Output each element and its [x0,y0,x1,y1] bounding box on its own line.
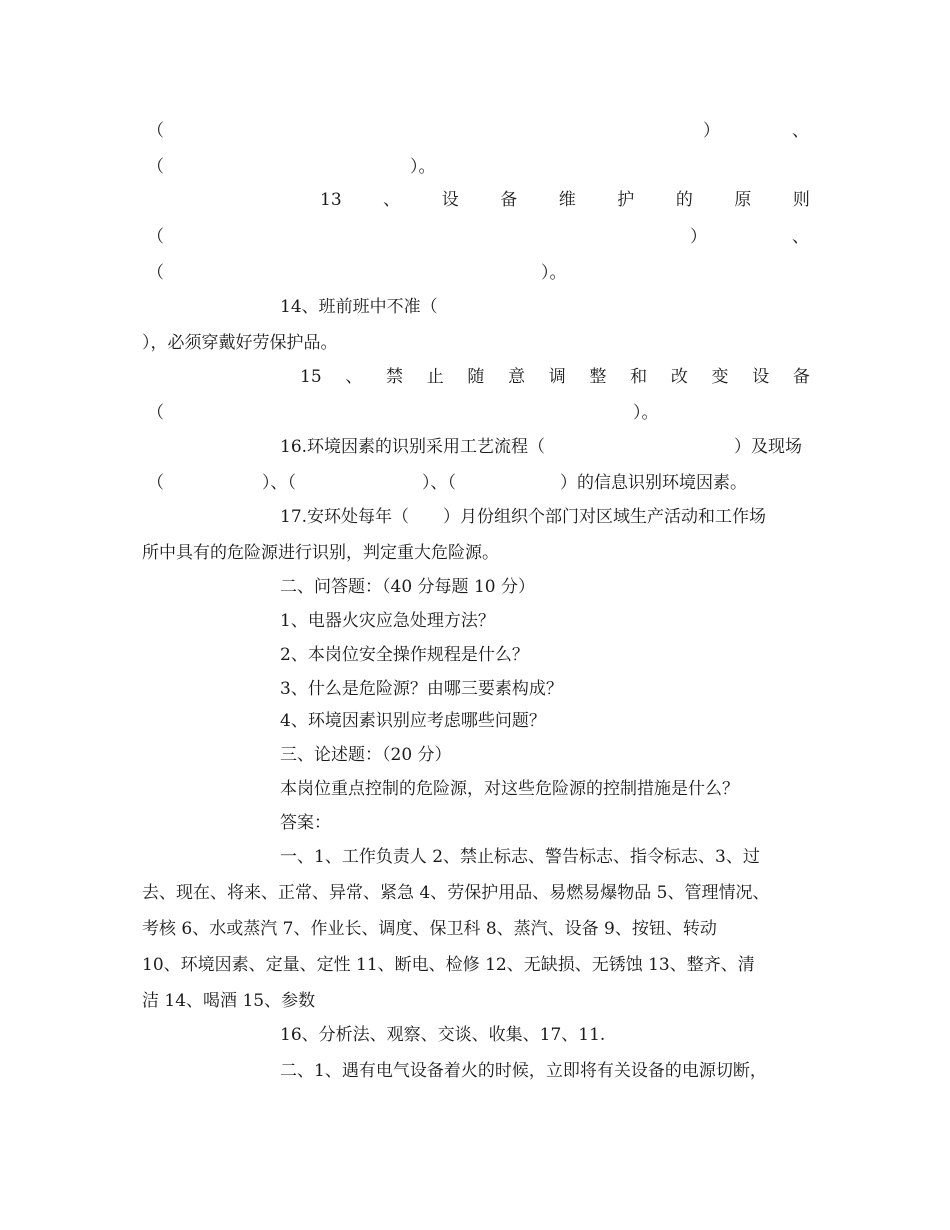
paren-open: （ [147,473,164,493]
punct: 、 [792,121,809,141]
section-3-heading: 三、论述题：（20 分） [280,745,452,765]
list-item: 2、本岗位安全操作规程是什么？ [280,645,529,665]
paren-open: （ [147,263,164,283]
list-item: 4、环境因素识别应考虑哪些问题？ [280,711,546,731]
question-17: 17.安环处每年（ ）月份组织个部门对区域生产活动和工作场 [280,507,767,527]
question-17-cont: 所中具有的危险源进行识别，判定重大危险源。 [142,543,499,563]
list-item: 1、电器火灾应急处理方法？ [280,611,495,631]
paren-open: （ [147,157,164,177]
paren-close: ）。 [541,263,567,283]
question-16-tail: ）及现场 [734,437,802,457]
paren-open: （ [147,227,164,247]
punct: 、 [792,227,809,247]
answer-line: 洁 14、喝酒 15、参数 [142,991,316,1011]
question-16: 16.环境因素的识别采用工艺流程（ [280,437,546,457]
answer-line: 10、环境因素、定量、定性 11、断电、检修 12、无缺损、无锈蚀 13、整齐、清 [142,955,755,975]
answer-line: 二、1、遇有电气设备着火的时候，立即将有关设备的电源切断， [280,1061,767,1081]
paren-open: （ [147,403,164,423]
paren-close: ） [690,227,707,247]
blank-sep: ）、（ [422,473,456,493]
question-13-title: 13 、 设 备 维 护 的 原 则 [320,190,810,210]
question-14: 14、班前班中不准（ [280,297,438,317]
paren-open: （ [147,121,164,141]
question-14-cont: ），必须穿戴好劳保护品。 [142,333,338,353]
answer-line: 去、现在、将来、正常、异常、紧急 4、劳保护用品、易燃易爆物品 5、管理情况、 [142,883,770,903]
answer-line: 一、1、工作负责人 2、禁止标志、警告标志、指令标志、3、过 [280,847,760,867]
answers-label: 答案： [280,813,331,833]
answer-line: 16、分析法、观察、交谈、收集、17、11. [280,1025,606,1045]
question-15-title: 15 、 禁 止 随 意 调 整 和 改 变 设 备 [300,367,810,387]
paren-close: ） [703,121,720,141]
section-3-question: 本岗位重点控制的危险源，对这些危险源的控制措施是什么？ [280,779,739,799]
answer-line: 考核 6、水或蒸汽 7、作业长、调度、保卫科 8、蒸汽、设备 9、按钮、转动 [142,919,717,939]
paren-close: ）。 [633,403,659,423]
question-16-end: ）的信息识别环境因素。 [560,473,747,493]
blank-sep: ）、（ [262,473,296,493]
list-item: 3、什么是危险源？由哪三要素构成？ [280,679,563,699]
paren-close: ）。 [410,157,436,177]
section-2-heading: 二、问答题：（40 分每题 10 分） [280,577,535,597]
